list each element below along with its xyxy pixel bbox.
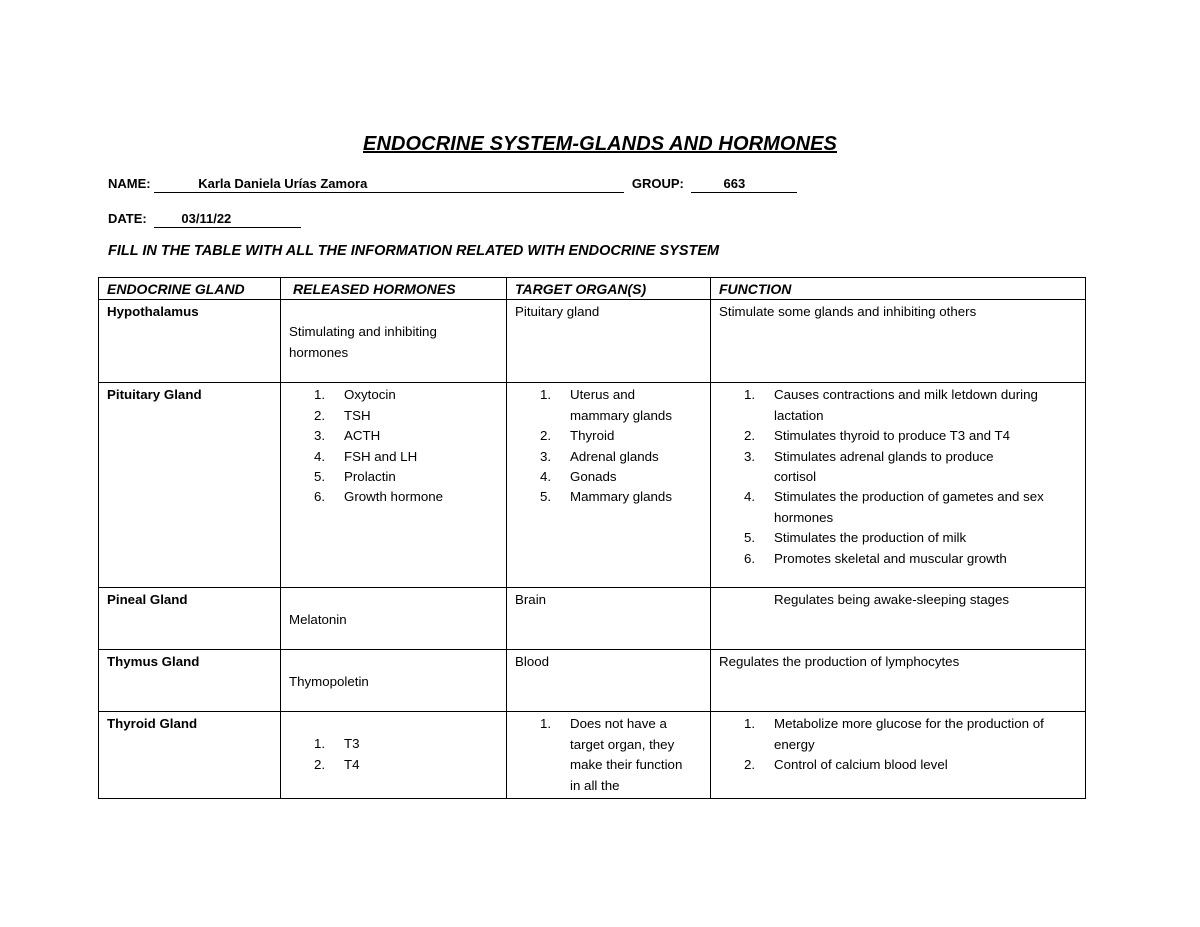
- target-text: Pituitary gland: [515, 304, 600, 320]
- list-item: 2. T4: [314, 756, 360, 772]
- hormone-text: Stimulating and inhibiting hormones: [289, 324, 437, 360]
- list-item: 4. Gonads: [540, 469, 617, 485]
- function-list: [719, 714, 1077, 775]
- group-label: GROUP:: [631, 176, 684, 191]
- instruction-text: FILL IN THE TABLE WITH ALL THE INFORMATION RELATED WITH ENDOCRINE SYSTEM: [108, 243, 720, 259]
- list-item: 1. Oxytocin: [314, 387, 396, 403]
- function-text: Stimulate some glands and inhibiting others: [719, 304, 977, 320]
- gland-name: Hypothalamus: [107, 304, 199, 320]
- header-function: FUNCTION: [711, 278, 1086, 300]
- header-released-hormones: RELEASED HORMONES: [281, 278, 507, 300]
- target-cell[interactable]: [507, 383, 711, 588]
- hormone-text: Thymopoletin: [289, 674, 369, 690]
- function-cell[interactable]: [711, 383, 1086, 588]
- name-field[interactable]: Karla Daniela Urías Zamora: [154, 176, 624, 193]
- list-item: 1. T3: [314, 736, 360, 752]
- function-cell[interactable]: [711, 588, 1086, 650]
- gland-name: Thymus Gland: [107, 654, 200, 670]
- list-item: 2. Thyroid: [540, 428, 615, 444]
- name-group-line: [108, 176, 797, 193]
- endocrine-table: [98, 277, 1086, 799]
- list-item: 1. Causes contractions and milk letdown during lactation: [744, 387, 1038, 423]
- gland-cell: [99, 383, 281, 588]
- gland-name: Thyroid Gland: [107, 716, 198, 732]
- table-header-row: [99, 278, 1086, 300]
- target-cell[interactable]: [507, 300, 711, 383]
- list-item: 4. FSH and LH: [314, 448, 418, 464]
- table-row: [99, 712, 1086, 799]
- function-text: Regulates being awake-sleeping stages: [774, 592, 1010, 608]
- list-item: 2. Stimulates thyroid to produce T3 and T4: [744, 428, 1011, 444]
- header-endocrine-gland: ENDOCRINE GLAND: [99, 278, 281, 300]
- table-row: [99, 650, 1086, 712]
- gland-cell: [99, 650, 281, 712]
- list-item: 5. Prolactin: [314, 469, 396, 485]
- name-label: NAME:: [108, 176, 151, 191]
- target-text: Blood: [515, 654, 550, 670]
- list-item: 3. Adrenal glands: [540, 448, 659, 464]
- hormones-cell[interactable]: [281, 712, 507, 799]
- list-item: 1. Does not have a target organ, they make their function in all the: [540, 716, 683, 793]
- list-item: 2. TSH: [314, 407, 371, 423]
- target-list: [515, 714, 702, 796]
- function-text: Regulates the production of lymphocytes: [719, 654, 960, 670]
- gland-name: Pineal Gland: [107, 592, 188, 608]
- target-cell[interactable]: [507, 712, 711, 799]
- hormones-cell[interactable]: [281, 650, 507, 712]
- list-item: 3. Stimulates adrenal glands to produce cortisol: [744, 448, 994, 485]
- page-title: ENDOCRINE SYSTEM-GLANDS AND HORMONES: [363, 133, 837, 155]
- function-cell[interactable]: [711, 650, 1086, 712]
- target-cell[interactable]: [507, 588, 711, 650]
- function-cell[interactable]: [711, 712, 1086, 799]
- target-list: [515, 385, 702, 507]
- hormones-cell[interactable]: [281, 300, 507, 383]
- gland-cell: [99, 588, 281, 650]
- gland-name: Pituitary Gland: [107, 387, 202, 403]
- header-target-organs: TARGET ORGAN(S): [507, 278, 711, 300]
- list-item: 3. ACTH: [314, 428, 381, 444]
- hormone-list: [289, 734, 498, 775]
- function-cell[interactable]: [711, 300, 1086, 383]
- list-item: 6. Growth hormone: [314, 489, 444, 505]
- list-item: 1. Uterus and mammary glands: [540, 387, 672, 423]
- list-item: 4. Stimulates the production of gametes and sex hormones: [744, 489, 1044, 525]
- target-text: Brain: [515, 592, 547, 608]
- function-list: [719, 385, 1077, 569]
- list-item: 6. Promotes skeletal and muscular growth: [744, 550, 1007, 566]
- hormones-cell[interactable]: [281, 588, 507, 650]
- list-item: 2. Control of calcium blood level: [744, 757, 948, 773]
- list-item: 5. Mammary glands: [540, 489, 672, 505]
- group-field[interactable]: 663: [691, 176, 797, 193]
- table-row: [99, 300, 1086, 383]
- gland-cell: [99, 300, 281, 383]
- date-line: [108, 211, 301, 228]
- list-item: 1. Metabolize more glucose for the production of energy: [744, 716, 1044, 752]
- hormone-list: [289, 385, 498, 507]
- table-row: [99, 383, 1086, 588]
- gland-cell: [99, 712, 281, 799]
- hormone-text: Melatonin: [289, 612, 347, 628]
- date-label: DATE:: [108, 211, 147, 226]
- table-row: [99, 588, 1086, 650]
- date-field[interactable]: 03/11/22: [154, 211, 301, 228]
- list-item: 5. Stimulates the production of milk: [744, 530, 967, 546]
- hormones-cell[interactable]: [281, 383, 507, 588]
- target-cell[interactable]: [507, 650, 711, 712]
